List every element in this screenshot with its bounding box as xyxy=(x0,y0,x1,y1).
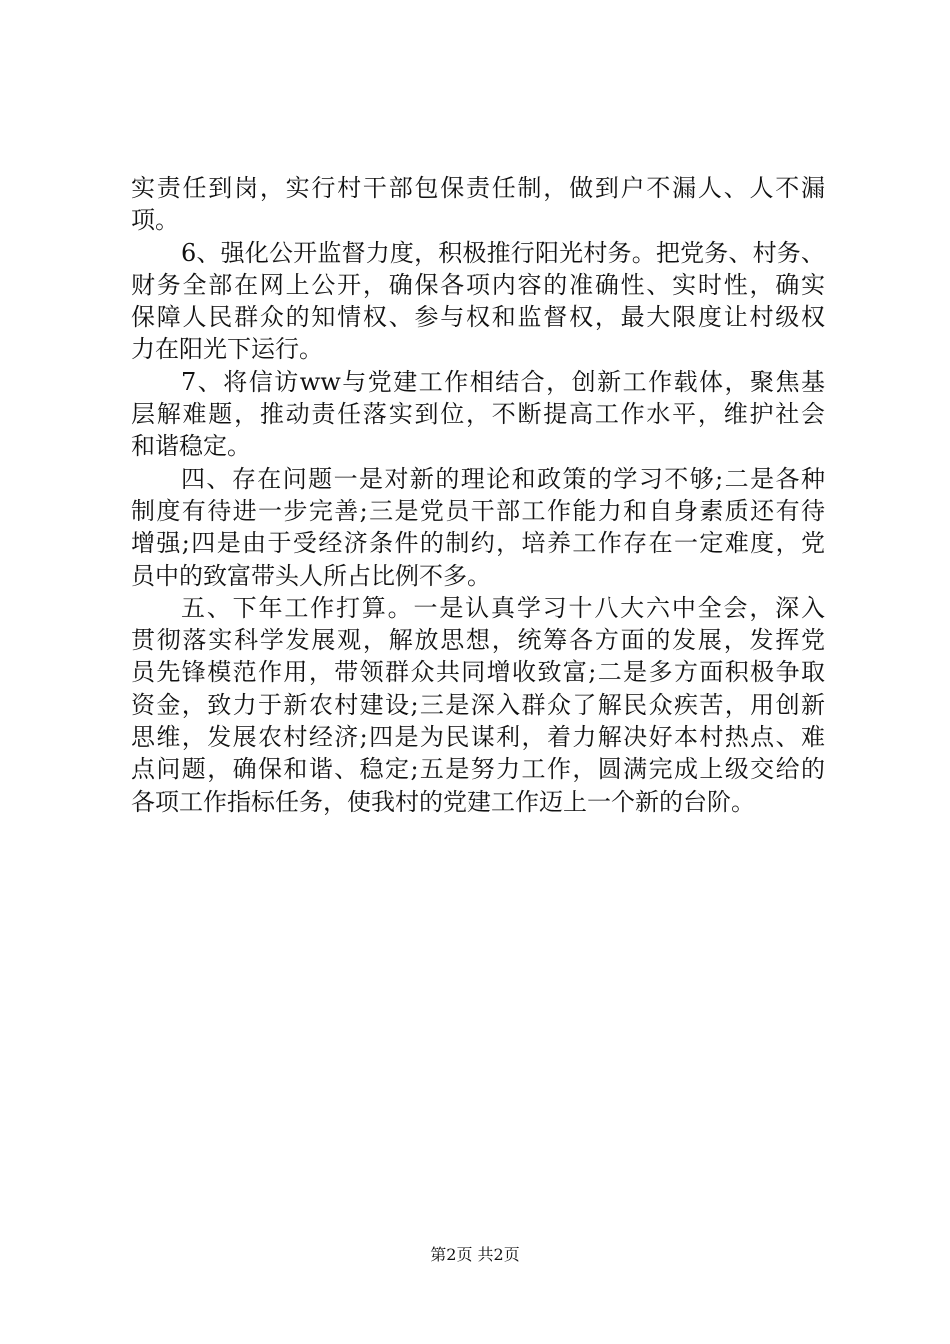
paragraph-line: 员中的致富带头人所占比例不多。 xyxy=(131,561,491,590)
paragraph-line: 资金，致力于新农村建设;三是深入群众了解民众疾苦，用创新 xyxy=(131,690,825,719)
paragraph-line: 力在阳光下运行。 xyxy=(131,335,323,364)
paragraph-line: 7、将信访ww与党建工作相结合，创新工作载体，聚焦基 xyxy=(181,367,825,396)
paragraph-line: 员先锋模范作用，带领群众共同增收致富;二是多方面积极争取 xyxy=(131,658,825,687)
paragraph-line: 思维，发展农村经济;四是为民谋利，着力解决好本村热点、难 xyxy=(131,723,825,752)
paragraph-line: 层解难题，推动责任落实到位，不断提高工作水平，维护社会 xyxy=(131,400,825,429)
document-body xyxy=(131,172,825,818)
paragraph-line: 贯彻落实科学发展观，解放思想，统筹各方面的发展，发挥党 xyxy=(131,626,825,655)
paragraph-line: 和谐稳定。 xyxy=(131,432,251,461)
paragraph-line: 财务全部在网上公开，确保各项内容的准确性、实时性，确实 xyxy=(131,270,825,299)
paragraph-line: 实责任到岗，实行村干部包保责任制，做到户不漏人、人不漏 xyxy=(131,174,825,202)
paragraph-line: 保障人民群众的知情权、参与权和监督权，最大限度让村级权 xyxy=(131,303,825,332)
paragraph-line: 项。 xyxy=(131,206,179,235)
paragraph-line: 四、存在问题一是对新的理论和政策的学习不够;二是各种 xyxy=(181,464,825,493)
paragraph-line: 各项工作指标任务，使我村的党建工作迈上一个新的台阶。 xyxy=(131,787,755,816)
paragraph-line: 增强;四是由于受经济条件的制约，培养工作存在一定难度，党 xyxy=(131,529,825,558)
paragraph-line: 制度有待进一步完善;三是党员干部工作能力和自身素质还有待 xyxy=(131,496,825,525)
paragraph-line: 点问题，确保和谐、稳定;五是努力工作，圆满完成上级交给的 xyxy=(131,755,825,784)
page-number-footer: 第2页 共2页 xyxy=(430,1245,520,1264)
paragraph-line: 五、下年工作打算。一是认真学习十八大六中全会，深入 xyxy=(181,593,825,622)
paragraph-line: 6、强化公开监督力度，积极推行阳光村务。把党务、村务、 xyxy=(181,238,825,267)
